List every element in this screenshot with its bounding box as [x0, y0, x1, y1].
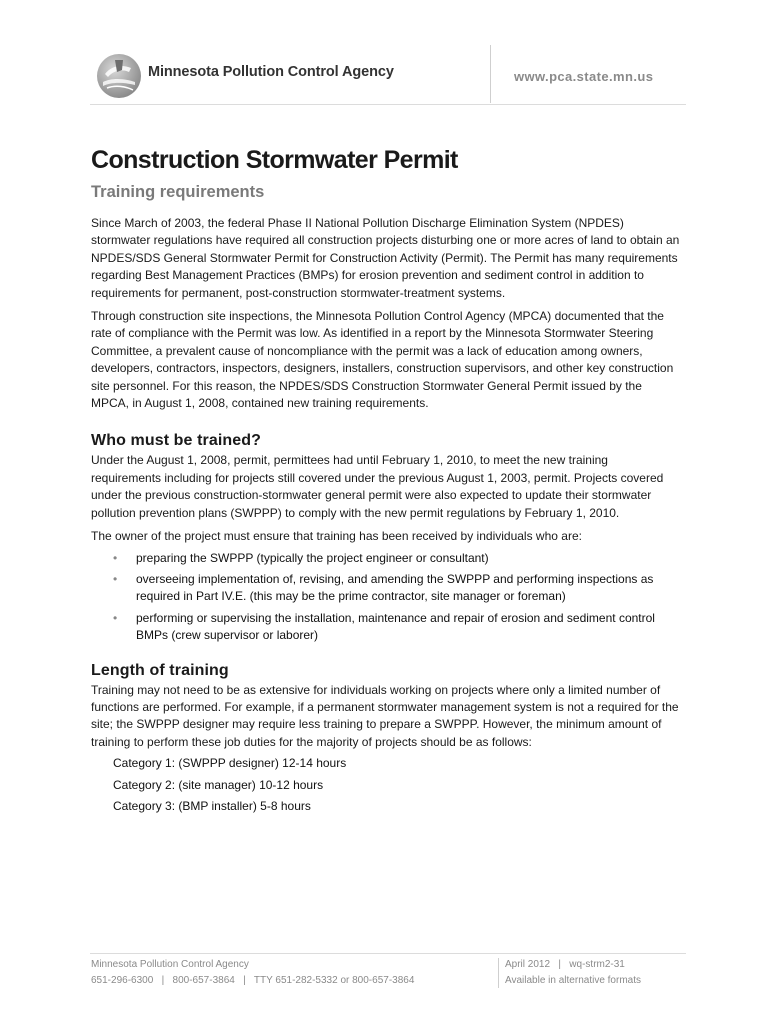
list-item: • overseeing implementation of, revising, and amending the SWPPP and performing inspections as required in Part IV.E. (this may be the prime contractor, site manager or foreman): [113, 571, 654, 604]
page-subtitle: Training requirements: [91, 183, 265, 201]
who-heading: Who must be trained?: [91, 432, 261, 450]
page-header: [0, 0, 770, 108]
length-heading: Length of training: [91, 661, 229, 679]
footer-contact: [91, 957, 414, 989]
header-rule: [90, 104, 686, 105]
category-item: Category 3: (BMP installer) 5-8 hours: [113, 798, 311, 813]
trained-individuals-list: [91, 550, 681, 645]
who-paragraph: The owner of the project must ensure that training has been received by individuals who are:: [91, 529, 582, 544]
footer-rule: [90, 953, 686, 954]
document-body: [91, 145, 681, 819]
footer-date-id: April 2012 | wq-strm2-31: [505, 959, 625, 970]
mpca-logo-icon: [95, 52, 143, 100]
bullet-icon: •: [113, 571, 118, 586]
agency-name: Minnesota Pollution Control Agency: [148, 64, 394, 80]
length-paragraph: Training may not need to be as extensive for individuals working on projects where only a limited number of functions are performed. For example, if a permanent stormwater management system is not a required for the site; the SWPPP designer may require less training to prepare a SWPPP. However, the minimum amount of training to perform these job duties for the majority of projects should be as follows:: [91, 682, 679, 749]
footer-agency: Minnesota Pollution Control Agency: [91, 959, 249, 970]
footer-divider: [498, 958, 499, 988]
who-paragraph: Under the August 1, 2008, permit, permittees had until February 1, 2010, to meet the new training requirements including for projects still covered under the previous August 1, 2003, permit. Projects covered under the previous construction-stormwater general permit were also expected to update their stormwater pollution prevention plans (SWPPP) to comply with the new permit regulations by February 1, 2010.: [91, 453, 664, 520]
agency-url[interactable]: www.pca.state.mn.us: [514, 69, 654, 84]
page-title: Construction Stormwater Permit: [91, 146, 458, 174]
bullet-icon: •: [113, 550, 118, 565]
category-item: Category 1: (SWPPP designer) 12-14 hours: [113, 756, 347, 771]
bullet-icon: •: [113, 610, 118, 625]
category-list: [91, 755, 681, 815]
footer-docinfo: [505, 957, 641, 989]
category-item: Category 2: (site manager) 10-12 hours: [113, 777, 324, 792]
footer-phones: 651-296-6300 | 800-657-3864 | TTY 651-282-5332 or 800-657-3864: [91, 975, 415, 986]
intro-paragraph: Since March of 2003, the federal Phase II National Pollution Discharge Elimination System (NPDES) stormwater regulations have required all construction projects disturbing one or more acres of land to obtain an NPDES/SDS General Stormwater Permit for Construction Activity (Permit). The Permit has many requirements regarding Best Management Practices (BMPs) for erosion prevention and sediment control in addition to requirements for permanent, post-construction stormwater-treatment systems.: [91, 216, 680, 300]
header-divider: [490, 45, 491, 103]
list-item: • preparing the SWPPP (typically the project engineer or consultant): [91, 550, 681, 567]
list-item: • performing or supervising the installation, maintenance and repair of erosion and sediment control BMPs (crew supervisor or laborer): [113, 610, 655, 643]
intro-paragraph: Through construction site inspections, the Minnesota Pollution Control Agency (MPCA) documented that the rate of compliance with the Permit was low. As identified in a report by the Minnesota Stormwater Steering Committee, a prevalent cause of noncompliance with the permit was a lack of education among owners, developers, contractors, inspectors, designers, installers, construction supervisors, and other key construction site personnel. For this reason, the NPDES/SDS Construction Stormwater General Permit issued by the MPCA, in August 1, 2008, contained new training requirements.: [91, 309, 674, 411]
footer-formats: Available in alternative formats: [505, 975, 641, 986]
